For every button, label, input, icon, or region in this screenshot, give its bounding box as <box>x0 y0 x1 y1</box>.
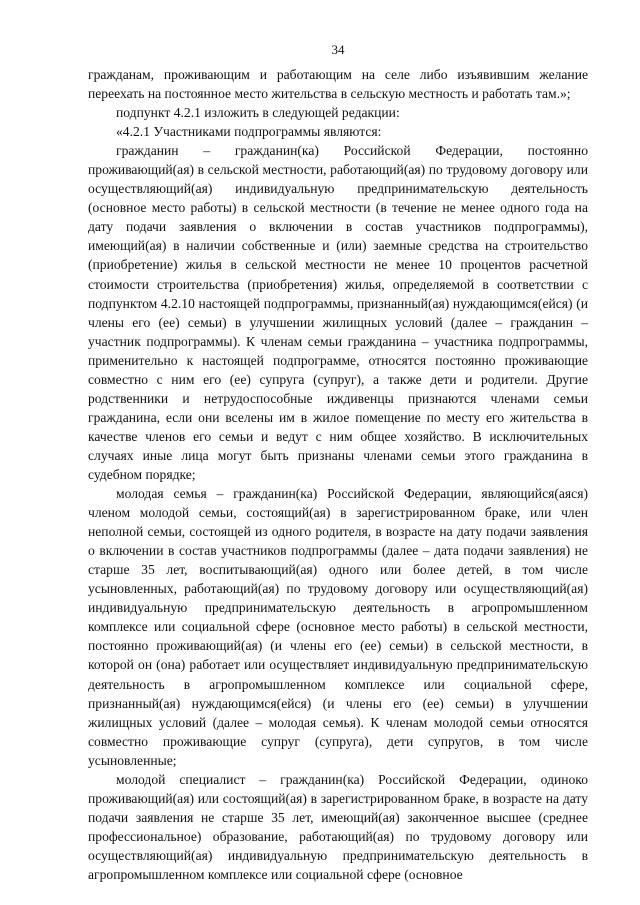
paragraph-young-family-definition: молодая семья – гражданин(ка) Российской Федерации, являющийся(аяся) членом молодой семьи, состоящий(ая) в зарегистрированном браке, или член неполной семьи, состоящей из одного родителя, в возрасте на дату подачи заявления о включении в состав участников подпрограммы (далее – дата подачи заявления) не старше 35 лет, воспитывающий(ая) одного или более детей, в том числе усыновленных, работающий(ая) по трудовому договору или осуществляющий(ая) индивидуальную предпринимательскую деятельность в агропромышленном комплексе или социальной сфере (основное место работы) в сельской местности, постоянно проживающий(ая) (и члены его (ее) семьи) в сельской местности, в которой он (она) работает или осуществляет индивидуальную предпринимательскую деятельность в агропромышленном комплексе или социальной сфере, признанный(ая) нуждающимся(ейся) (и члены его (ее) семьи) в улучшении жилищных условий (далее – молодая семья). К членам молодой семьи относятся совместно проживающие супруг (супруга), дети супругов, в том числе усыновленные; <box>88 486 588 768</box>
paragraph-young-specialist-definition: молодой специалист – гражданин(ка) Российской Федерации, одиноко проживающий(ая) или состоящий(ая) в зарегистрированном браке, в возрасте на дату подачи заявления не старше 35 лет, имеющий(ая) законченное высшее (среднее профессиональное) образование, работающий(ая) по трудовому договору или осуществляющий(ая) индивидуальную предпринимательскую деятельность в агропромышленном комплексе или социальной сфере (основное <box>88 771 588 882</box>
paragraph-citizen-definition: гражданин – гражданин(ка) Российской Федерации, постоянно проживающий(ая) в сельской местности, работающий(ая) по трудовому договору или осуществляющий(ая) индивидуальную предпринимательскую деятельность (основное место работы) в сельской местности (в течение не менее одного года на дату подачи заявления о включении в состав участников подпрограммы), имеющий(ая) в наличии собственные и (или) заемные средства на строительство (приобретение) жилья в сельской местности не менее 10 процентов расчетной стоимости строительства (приобретения) жилья, определяемой в соответствии с подпунктом 4.2.10 настоящей подпрограммы, признанный(ая) нуждающимся(ейся) (и члены его (ее) семьи) в улучшении жилищных условий (далее – гражданин – участник подпрограммы). К членам семьи гражданина – участника подпрограммы, применительно к настоящей подпрограмме, относятся постоянно проживающие совместно с ним его (ее) супруга (супруг), а также дети и родители. Другие родственники и нетрудоспособные иждивенцы признаются членами семьи гражданина, если они вселены им в жилое помещение по месту его жительства в качестве членов его семьи и ведут с ним общее хозяйство. В исключительных случаях иные лица могут быть признаны членами семьи этого гражданина в судебном порядке; <box>88 143 588 482</box>
page-number: 34 <box>331 42 345 57</box>
paragraph-subclause-instruction: подпункт 4.2.1 изложить в следующей редакции: <box>116 105 400 121</box>
paragraph-participants-heading: «4.2.1 Участниками подпрограммы являются: <box>116 124 382 140</box>
paragraph-intro-continuation: гражданам, проживающим и работающим на селе либо изъявившим желание переехать на постоянное место жительства в сельскую местность и работать там.»; <box>88 67 588 102</box>
